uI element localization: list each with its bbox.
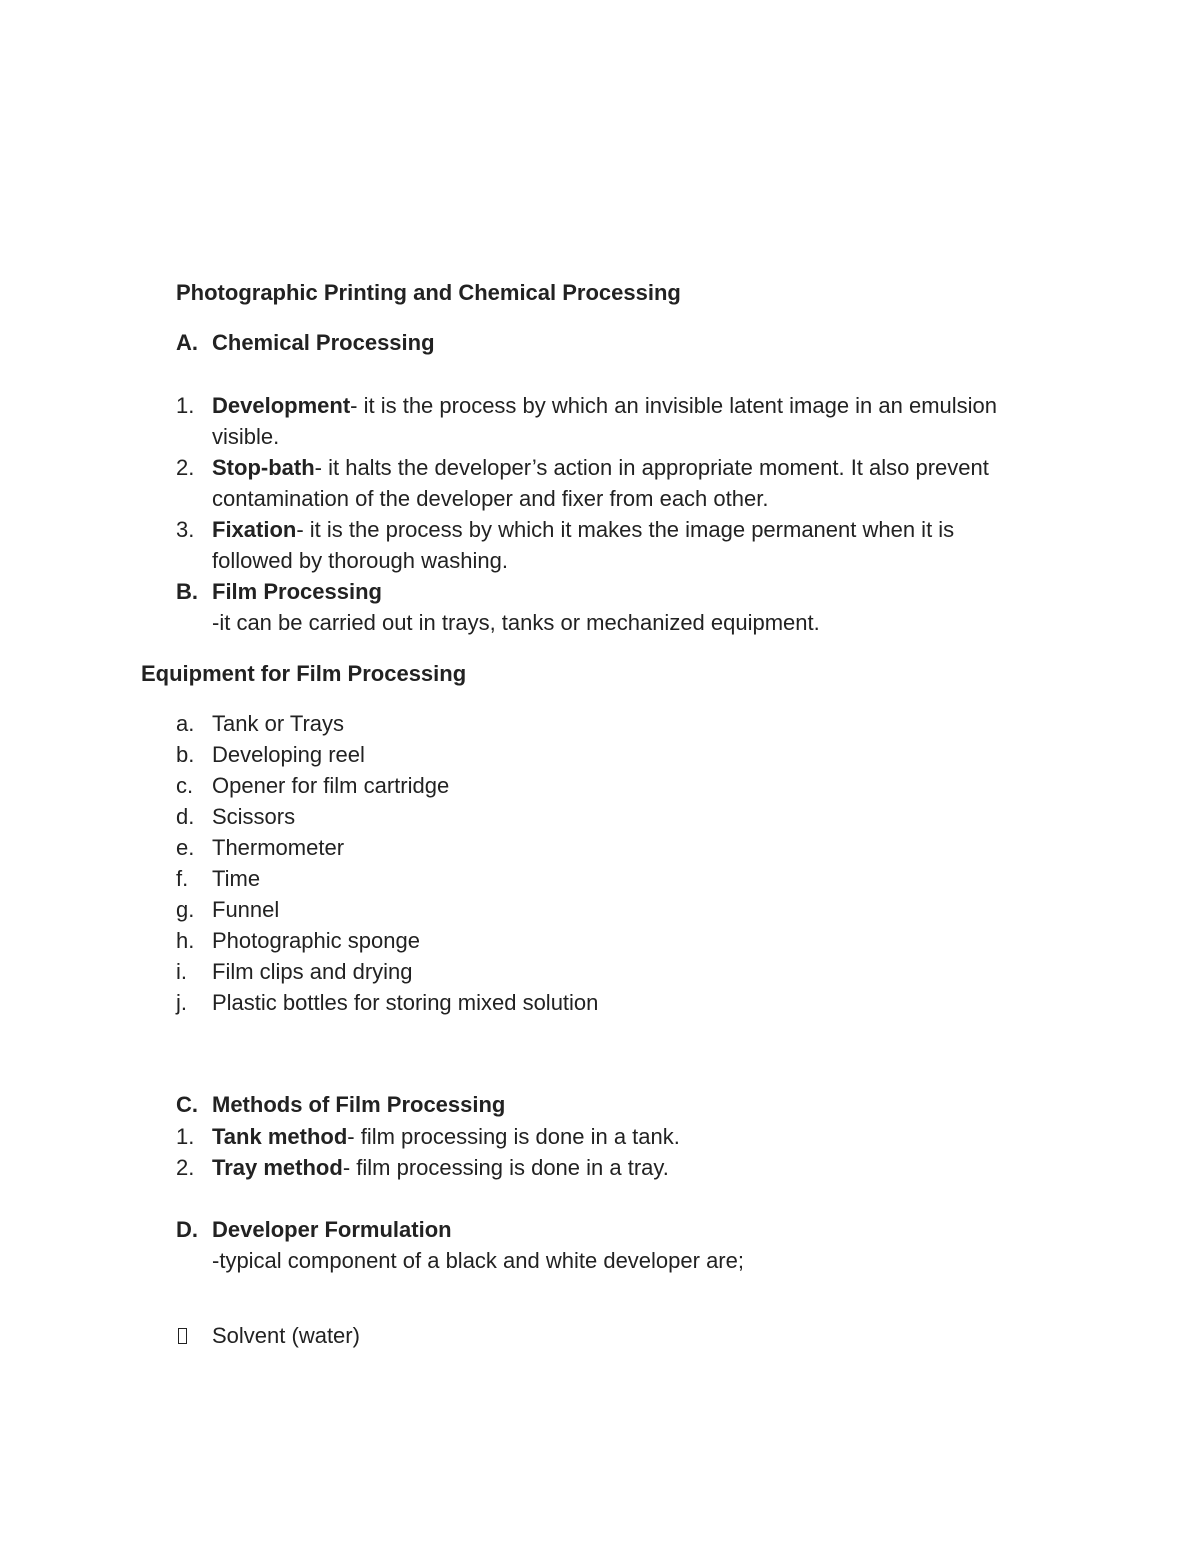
section-b-heading: Film Processing [212, 579, 382, 604]
list-item: Thermometer [212, 835, 345, 860]
list-item: Scissors [212, 804, 296, 829]
definition-text: - film processing is done in a tray. [342, 1155, 669, 1180]
list-item: Tank or Trays [212, 711, 345, 736]
list-item-marker: g. [176, 897, 195, 922]
equipment-heading: Equipment for Film Processing [141, 661, 467, 686]
section-d-heading: Developer Formulation [212, 1217, 452, 1242]
term-fixation: Fixation [212, 517, 297, 542]
section-d-text: -typical component of a black and white developer are; [212, 1248, 744, 1273]
list-item-marker: j. [176, 990, 187, 1015]
list-item: Developing reel [212, 742, 365, 767]
list-item: Plastic bottles for storing mixed solution [212, 990, 599, 1015]
section-a-heading: Chemical Processing [212, 330, 435, 355]
bullet-item: Solvent (water) [212, 1323, 360, 1348]
list-item-marker: f. [176, 866, 189, 891]
list-item-marker: a. [176, 711, 195, 736]
list-item [212, 1153, 669, 1183]
section-b-text: -it can be carried out in trays, tanks or mechanized equipment. [212, 610, 820, 635]
list-item-marker: e. [176, 835, 195, 860]
document-title: Photographic Printing and Chemical Processing [176, 280, 681, 305]
list-item-marker: h. [176, 928, 195, 953]
list-item-number: 3. [176, 517, 195, 542]
list-item-marker: d. [176, 804, 195, 829]
definition-text: - it halts the developer’s action in appropriate moment. It also prevent [314, 455, 989, 480]
section-c-heading: Methods of Film Processing [212, 1092, 506, 1117]
term-tank-method: Tank method [212, 1124, 348, 1149]
list-item-marker: i. [176, 959, 187, 984]
list-item: Film clips and drying [212, 959, 413, 984]
section-a-marker: A. [176, 330, 198, 355]
list-item [212, 1122, 680, 1152]
list-item: Opener for film cartridge [212, 773, 450, 798]
list-item: Funnel [212, 897, 280, 922]
list-item [212, 453, 989, 483]
list-item: Time [212, 866, 261, 891]
list-item [212, 391, 997, 421]
section-d-marker: D. [176, 1217, 198, 1242]
definition-text: - it is the process by which it makes the image permanent when it is [296, 517, 955, 542]
missing-glyph-box-icon [178, 1321, 187, 1351]
definition-continuation: followed by thorough washing. [212, 548, 508, 573]
section-b-marker: B. [176, 579, 198, 604]
definition-text: - film processing is done in a tank. [347, 1124, 680, 1149]
list-item: Photographic sponge [212, 928, 420, 953]
list-item-number: 1. [176, 393, 195, 418]
list-item-number: 2. [176, 455, 195, 480]
term-development: Development [212, 393, 351, 418]
definition-continuation: visible. [212, 424, 280, 449]
list-item-marker: b. [176, 742, 195, 767]
section-c-marker: C. [176, 1092, 198, 1117]
list-item-marker: c. [176, 773, 194, 798]
list-item-number: 2. [176, 1155, 195, 1180]
definition-text: - it is the process by which an invisible latent image in an emulsion [350, 393, 998, 418]
term-stop-bath: Stop-bath [212, 455, 315, 480]
list-item [212, 515, 954, 545]
term-tray-method: Tray method [212, 1155, 343, 1180]
definition-continuation: contamination of the developer and fixer from each other. [212, 486, 769, 511]
list-item-number: 1. [176, 1124, 195, 1149]
